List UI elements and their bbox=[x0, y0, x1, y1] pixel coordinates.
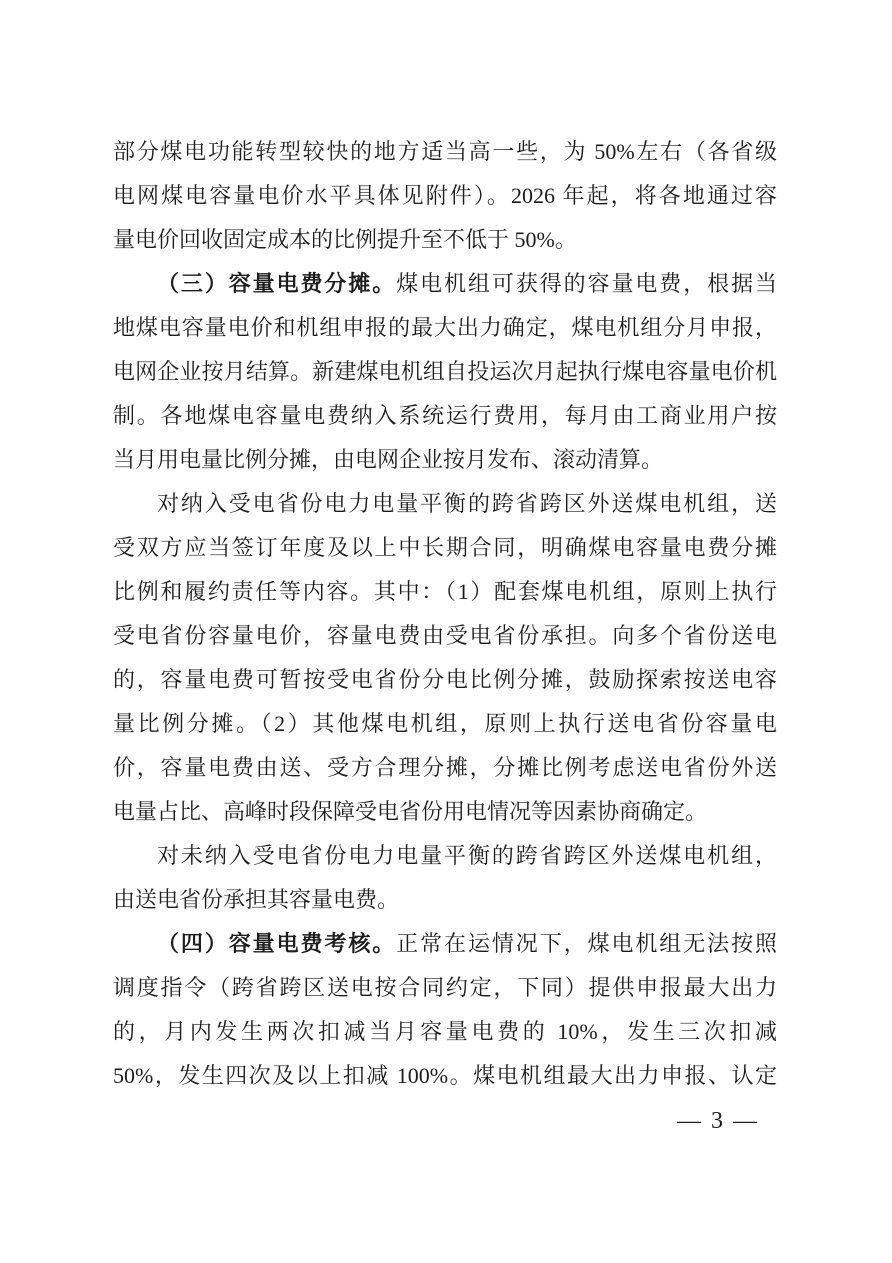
text-segment: 比例和履约责任等内容。其中：（1）配套煤电机组，原则上执行 bbox=[113, 579, 777, 604]
text-segment: 当月用电量比例分摊，由电网企业按月发布、滚动清算。 bbox=[113, 447, 664, 472]
text-segment: 量比例分摊。（2）其他煤电机组，原则上执行送电省份容量电 bbox=[113, 711, 777, 736]
text-segment: 的，容量电费可暂按受电省份分电比例分摊，鼓励探索按送电容 bbox=[113, 667, 777, 692]
page-number: — 3 — bbox=[677, 1108, 759, 1134]
text-segment: 电网企业按月结算。新建煤电机组自投运次月起执行煤电容量电价机 bbox=[113, 359, 777, 384]
text-segment: 量电价回收固定成本的比例提升至不低于 50%。 bbox=[113, 227, 577, 252]
text-line bbox=[113, 218, 777, 262]
text-line bbox=[113, 834, 777, 878]
text-segment: 调度指令（跨省跨区送电按合同约定，下同）提供申报最大出力 bbox=[113, 975, 777, 1000]
text-line bbox=[113, 790, 777, 834]
text-segment: 制。各地煤电容量电费纳入系统运行费用，每月由工商业用户按 bbox=[113, 403, 777, 428]
text-line bbox=[113, 570, 777, 614]
section-heading: （四）容量电费考核。 bbox=[157, 931, 397, 956]
text-line bbox=[113, 130, 777, 174]
text-segment: 电网煤电容量电价水平具体见附件）。2026 年起，将各地通过容 bbox=[113, 183, 777, 208]
text-segment: 受双方应当签订年度及以上中长期合同，明确煤电容量电费分摊 bbox=[113, 535, 777, 560]
text-segment: 正常在运情况下，煤电机组无法按照 bbox=[396, 931, 777, 956]
text-line bbox=[113, 1010, 777, 1054]
paragraph bbox=[113, 130, 777, 262]
text-segment: 部分煤电功能转型较快的地方适当高一些，为 50%左右（各省级 bbox=[113, 139, 777, 164]
text-line bbox=[113, 746, 777, 790]
paragraph bbox=[113, 482, 777, 834]
text-line bbox=[113, 878, 777, 922]
document-text bbox=[113, 130, 777, 1098]
text-segment: 对未纳入受电省份电力电量平衡的跨省跨区外送煤电机组， bbox=[157, 843, 777, 868]
text-line bbox=[113, 438, 777, 482]
text-line bbox=[113, 614, 777, 658]
text-segment: 受电省份容量电价，容量电费由受电省份承担。向多个省份送电 bbox=[113, 623, 777, 648]
text-segment: 由送电省份承担其容量电费。 bbox=[113, 887, 400, 912]
text-segment: 地煤电容量电价和机组申报的最大出力确定，煤电机组分月申报， bbox=[113, 315, 777, 340]
text-segment: 电量占比、高峰时段保障受电省份用电情况等因素协商确定。 bbox=[113, 799, 708, 824]
text-segment: 的，月内发生两次扣减当月容量电费的 10%，发生三次扣减 bbox=[113, 1019, 777, 1044]
text-line bbox=[113, 350, 777, 394]
text-segment: 对纳入受电省份电力电量平衡的跨省跨区外送煤电机组，送 bbox=[157, 491, 777, 516]
paragraph bbox=[113, 262, 777, 482]
text-line bbox=[113, 1054, 777, 1098]
text-line bbox=[113, 306, 777, 350]
text-line bbox=[113, 966, 777, 1010]
text-line bbox=[113, 702, 777, 746]
section-heading: （三）容量电费分摊。 bbox=[157, 271, 397, 296]
text-line bbox=[113, 262, 777, 306]
text-line bbox=[113, 922, 777, 966]
text-line bbox=[113, 482, 777, 526]
text-segment: 50%，发生四次及以上扣减 100%。煤电机组最大出力申报、认定 bbox=[113, 1063, 777, 1088]
text-segment: 煤电机组可获得的容量电费，根据当 bbox=[396, 271, 777, 296]
paragraph bbox=[113, 834, 777, 922]
text-line bbox=[113, 394, 777, 438]
text-segment: 价，容量电费由送、受方合理分摊，分摊比例考虑送电省份外送 bbox=[113, 755, 777, 780]
text-line bbox=[113, 658, 777, 702]
text-line bbox=[113, 174, 777, 218]
text-line bbox=[113, 526, 777, 570]
paragraph bbox=[113, 922, 777, 1098]
